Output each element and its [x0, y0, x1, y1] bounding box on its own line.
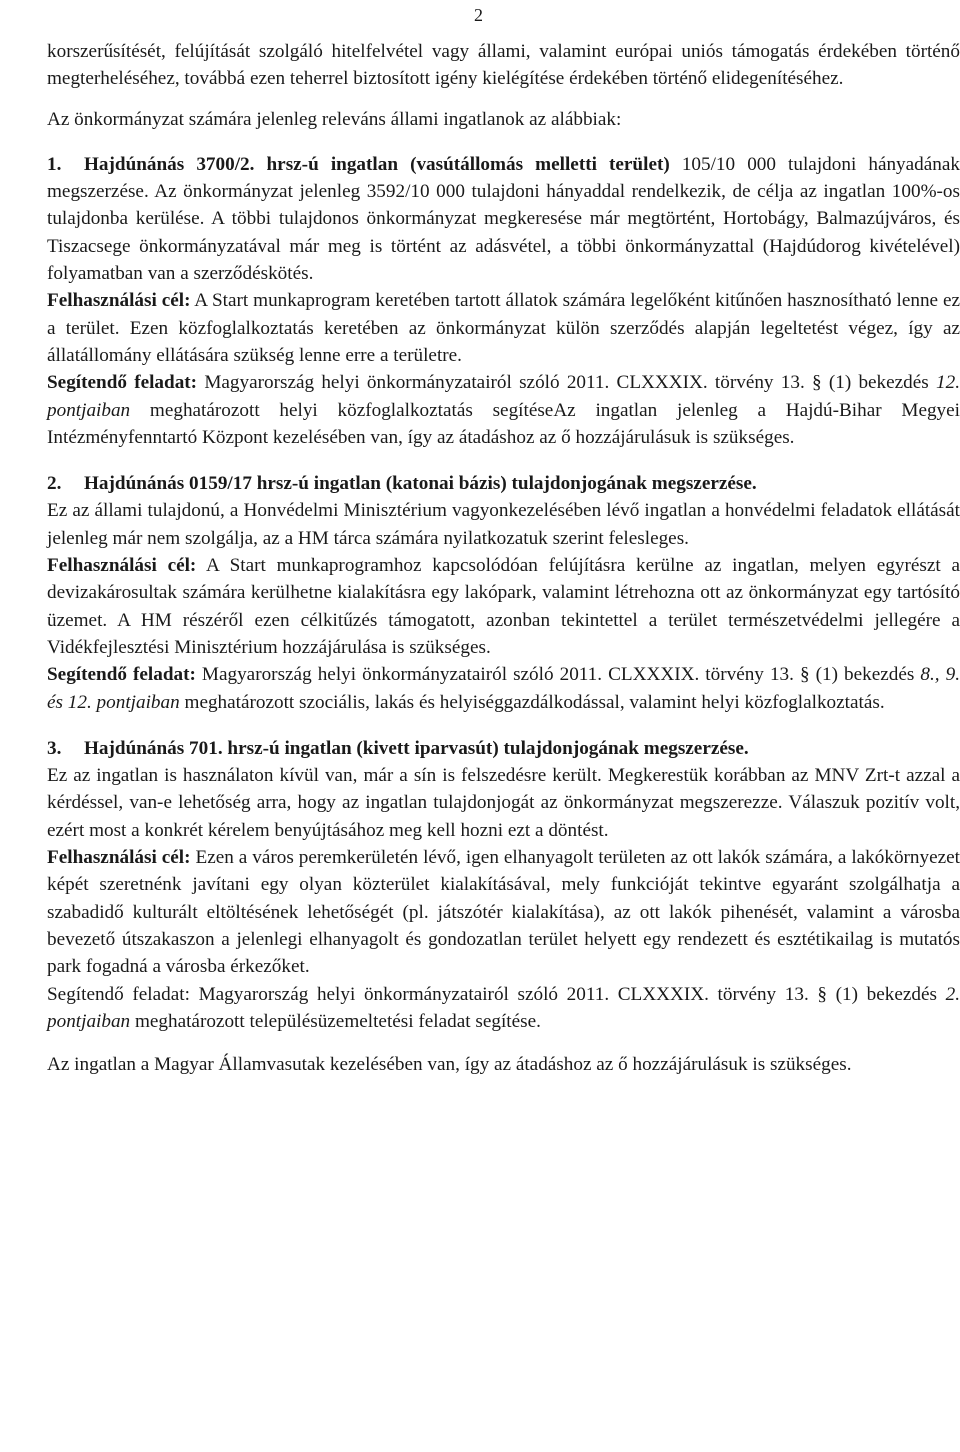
- item-3-task: [47, 981, 960, 1036]
- purpose-label: Felhasználási cél:: [47, 555, 197, 577]
- page-content: [47, 38, 960, 1078]
- task-text: Magyarország helyi önkormányzatairól szóló 2011. CLXXXIX. törvény 13. § (1) bekezdés: [189, 983, 946, 1005]
- page-number: 2: [474, 5, 483, 25]
- intro-list-heading: Az önkormányzat számára jelenleg releváns állami ingatlanok az alábbiak:: [47, 108, 622, 130]
- item-1-heading: [47, 151, 960, 287]
- task-text-post: meghatározott szociális, lakás és helyiséggazdálkodással, valamint helyi közfoglalkoztatás.: [179, 691, 885, 713]
- task-text: Magyarország helyi önkormányzatairól szóló 2011. CLXXXIX. törvény 13. § (1) bekezdés: [195, 664, 921, 686]
- item-number: 1.: [47, 153, 62, 175]
- task-italic: 12. pontjaiban: [47, 372, 960, 421]
- item-3-body: Ez az ingatlan is használaton kívül van, már a sín is felszedésre került. Megkerestük korábban az MNV Zrt-t azzal a kérdéssel, van-e lehetőség arra, hogy az ingatlan tulajdonjogát az önkormányzat megszerezze. Válaszuk pozitív volt, ezért most a konkrét kérelem benyújtásához meg kell hozni ezt a döntést.: [47, 765, 960, 841]
- item-title: Hajdúnánás 3700/2. hrsz-ú ingatlan (vasútállomás melletti terület): [84, 153, 670, 175]
- purpose-text: Ezen a város peremkerületén lévő, igen elhanyagolt területen az ott lakók számára, a lakókörnyezet képét szeretnénk javítani egy olyan közterület kialakításával, mely funkcióját tekintve egyaránt szolgálhatja a szabadidő kulturált eltöltésének lehetőségét (pl. játszótér kialakítása), az ott lakók pihenését, valamint a városba bevezető útszakaszon a jelenlegi elhanyagolt és gondozatlan terület helyett egy rendezett és esztétikailag is mutatós park fogadná a városba érkezőket.: [47, 847, 960, 978]
- task-label: Segítendő feladat:: [47, 664, 196, 686]
- item-3-heading: [47, 735, 960, 762]
- item-body: Az önkormányzat jelenleg 3592/10 000 tulajdoni hányaddal rendelkezik, de célja az ingatlan 100%-os tulajdonba kerülése. A többi tulajdonos önkormányzat megkeresése már megtörtént, Hortobágy, Balmazújváros, és Tiszacsege önkormányzatával már meg is történt az adásvétel, a többi önkormányzattal (Hajdúdorog kivételével) folyamatban van a szerződéskötés.: [47, 181, 960, 285]
- task-italic: 2. pontjaiban: [47, 983, 960, 1032]
- closing-paragraph: Az ingatlan a Magyar Államvasutak kezelésében van, így az átadáshoz az ő hozzájárulásuk is szükséges.: [47, 1054, 852, 1076]
- purpose-text: A Start munkaprogramhoz kapcsolódóan felújításra kerülne az ingatlan, melyen egyrészt a devizakárosultak számára kerülhetne kialakításra egy lakópark, valamint létrehozna ott az önkormányzat egy tartósító üzemet. A HM részéről ezen célkitűzés támogatott, azonban tekintettel a terület természetvédelmi jellegére a Vidékfejlesztési Minisztérium hozzájárulása is szükséges.: [47, 555, 960, 658]
- item-1-task: [47, 369, 960, 451]
- item-2-body: Ez az állami tulajdonú, a Honvédelmi Minisztérium vagyonkezelésében lévő ingatlan a honvédelmi feladatok ellátását jelenleg már nem szolgálja, az a HM tárca számára nyilatkozatuk szerint felesleges.: [47, 500, 960, 549]
- task-text-post: meghatározott településüzemeltetési feladat segítése.: [130, 1010, 541, 1032]
- item-title: Hajdúnánás 701. hrsz-ú ingatlan (kivett iparvasút) tulajdonjogának megszerzése.: [84, 737, 749, 759]
- task-text: Magyarország helyi önkormányzatairól szóló 2011. CLXXXIX. törvény 13. § (1) bekezdés: [197, 372, 937, 394]
- task-italic: 8., 9. és 12. pontjaiban: [47, 664, 960, 713]
- item-2-purpose: [47, 552, 960, 661]
- intro-paragraph: korszerűsítését, felújítását szolgáló hitelfelvétel vagy állami, valamint európai uniós támogatás érdekében történő megterheléséhez, továbbá ezen teherrel biztosított igény kielégítése érdekében történő elidegenítéséhez.: [47, 41, 960, 90]
- task-text-post: meghatározott helyi közfoglalkoztatás segítéseAz ingatlan jelenleg a Hajdú-Bihar Megyei Intézményfenntartó Központ kezelésében van, így az átadáshoz az ő hozzájárulásuk is szükséges.: [47, 399, 960, 448]
- item-number: 3.: [47, 737, 62, 759]
- item-2-heading: [47, 470, 960, 497]
- purpose-label: Felhasználási cél:: [47, 290, 191, 312]
- item-3-purpose: [47, 844, 960, 980]
- item-number: 2.: [47, 473, 62, 495]
- purpose-text: A Start munkaprogram keretében tartott állatok számára legelőként kitűnően hasznosítható lenne ez a terület. Ezen közfoglalkoztatás keretében az önkormányzat külön szerződés alapján legeltetést végez, így az állatállomány ellátására szükség lenne erre a területre.: [47, 290, 960, 366]
- item-title-rest: 105/10 000 tulajdoni hányadának megszerzése.: [47, 153, 960, 203]
- task-label: Segítendő feladat:: [47, 372, 198, 394]
- item-2-task: [47, 661, 960, 716]
- item-title: Hajdúnánás 0159/17 hrsz-ú ingatlan (katonai bázis) tulajdonjogának megszerzése.: [84, 473, 757, 495]
- task-label: Segítendő feladat:: [47, 983, 190, 1005]
- item-1-purpose: [47, 287, 960, 369]
- purpose-label: Felhasználási cél:: [47, 847, 191, 869]
